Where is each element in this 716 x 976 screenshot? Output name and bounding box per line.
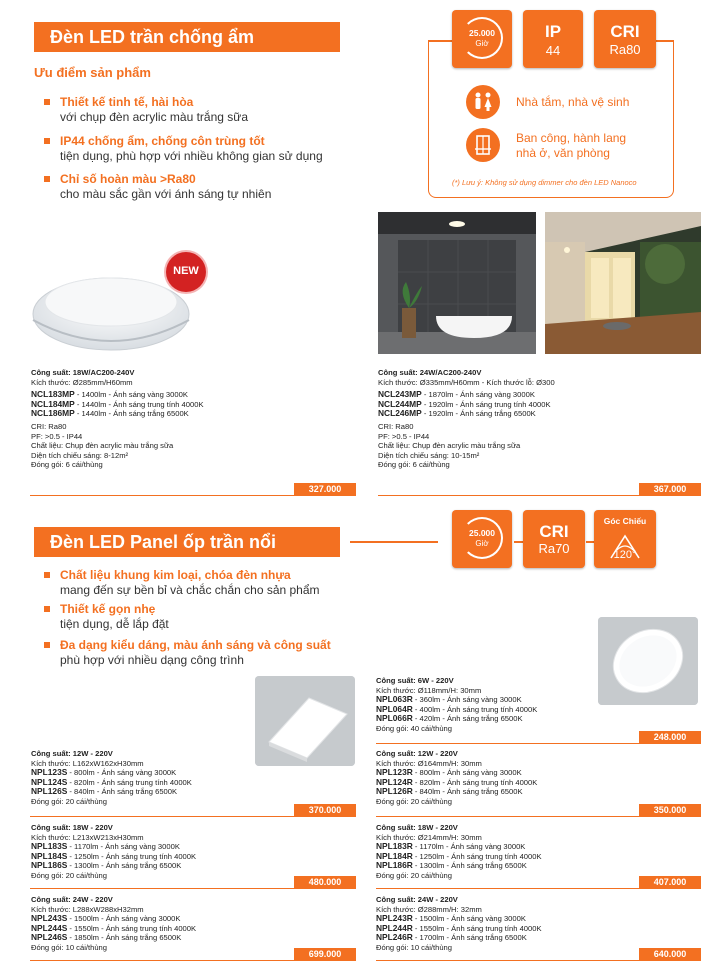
feature-desc: tiện dụng, dễ lắp đặt — [60, 617, 169, 631]
lifetime-ring — [461, 517, 503, 559]
spec-model — [31, 400, 341, 410]
feature-heading: IP44 chống ẩm, chống côn trùng tốt — [60, 134, 265, 148]
bullet-icon — [44, 176, 50, 182]
model-desc: - 1550lm - Ánh sáng trung tính 4000K — [67, 923, 197, 933]
spec-extra: Chất liệu: Chụp đèn acrylic màu trắng sữa — [378, 441, 521, 451]
model-code: NCL243MP — [378, 389, 422, 400]
model-desc: - 360lm - Ánh sáng vàng 3000K — [412, 695, 522, 705]
product-spec-npl12s — [31, 749, 331, 807]
feature-heading: Thiết kế tinh tế, hài hòa — [60, 95, 194, 109]
spec-model — [376, 714, 596, 724]
feature-desc: mang đến sự bền bỉ và chắc chắn cho sản phẩm — [60, 583, 320, 597]
spec-pack: Đóng gói: 10 cái/thùng — [376, 942, 452, 952]
model-code: NPL066R — [376, 713, 413, 724]
product-spec-npl06r — [376, 676, 596, 734]
feature-item — [60, 638, 370, 668]
spec-pack: Đóng gói: 20 cái/thùng — [376, 796, 452, 806]
ip-badge — [523, 10, 583, 68]
model-desc: - 1920lm - Ánh sáng trắng 6500K — [421, 409, 536, 419]
spec-model — [31, 914, 331, 924]
feature-desc: với chụp đèn acrylic màu trắng sữa — [60, 110, 248, 124]
beam-angle-badge — [594, 510, 656, 568]
spec-model — [376, 778, 676, 788]
model-code: NPL124R — [376, 776, 413, 787]
price-tag: 248.000 — [639, 731, 701, 744]
model-desc: - 1700lm - Ánh sáng trắng 6500K — [412, 933, 527, 943]
spec-extra: PF: >0.5 - IP44 — [378, 431, 430, 441]
model-desc: - 1440lm - Ánh sáng trung tính 4000K — [74, 399, 204, 409]
lifetime-badge — [452, 510, 512, 568]
cri-label: CRI — [539, 522, 569, 541]
spec-model — [31, 924, 331, 934]
section1-title: Đèn LED trần chống ẩm — [34, 22, 340, 52]
ip-value: 44 — [545, 43, 561, 58]
spec-model — [31, 768, 331, 778]
lifetime-unit: Giờ — [475, 539, 489, 548]
spec-model — [378, 409, 698, 419]
spec-extra: CRI: Ra80 — [31, 421, 67, 431]
spec-size: Kích thước: Ø118mm/H: 30mm — [376, 685, 482, 695]
spec-power: Công suất: 6W - 220V — [376, 676, 454, 685]
ip-label: IP — [544, 22, 562, 41]
spec-pack: Đóng gói: 40 cái/thùng — [376, 723, 452, 733]
feature-item — [60, 568, 360, 598]
lifetime-ring — [461, 17, 503, 59]
model-code: NPL123R — [376, 767, 413, 778]
model-code: NPL126R — [376, 786, 413, 797]
cri-badge — [523, 510, 585, 568]
spec-model — [31, 861, 331, 871]
spec-model — [376, 842, 676, 852]
price-tag: 480.000 — [294, 876, 356, 889]
lifetime-unit: Giờ — [475, 39, 489, 48]
feature-item — [60, 172, 360, 202]
feature-heading: Chỉ số hoàn màu >Ra80 — [60, 172, 196, 186]
bullet-icon — [44, 138, 50, 144]
cri-badge — [594, 10, 656, 68]
spec-extra: PF: >0.5 - IP44 — [31, 431, 83, 441]
product-spec-npl12r — [376, 749, 676, 807]
lifetime-value: 25.000 — [469, 528, 495, 538]
spec-model — [31, 778, 331, 788]
model-desc: - 1250lm - Ánh sáng trung tính 4000K — [412, 851, 542, 861]
model-desc: - 1500lm - Ánh sáng vàng 3000K — [67, 914, 181, 924]
spec-model — [31, 409, 341, 419]
info-box-top-right — [656, 40, 674, 42]
spec-model — [376, 787, 676, 797]
product-spec-npl24s — [31, 895, 331, 953]
model-desc: - 420lm - Ánh sáng trắng 6500K — [412, 714, 523, 724]
spec-power: Công suất: 18W - 220V — [31, 823, 113, 832]
model-desc: - 1170lm - Ánh sáng vàng 3000K — [412, 842, 526, 852]
model-code: NPL123S — [31, 767, 68, 778]
spec-extra: CRI: Ra80 — [378, 421, 414, 431]
spec-power: Công suất: 12W - 220V — [31, 749, 113, 758]
model-code: NPL244S — [31, 922, 68, 933]
model-code: NPL184R — [376, 850, 413, 861]
product-spec-ncl24 — [378, 368, 698, 470]
spec-pack: Đóng gói: 20 cái/thùng — [31, 870, 107, 880]
model-code: NPL244R — [376, 922, 413, 933]
bullet-icon — [44, 99, 50, 105]
model-desc: - 1300lm - Ánh sáng trắng 6500K — [67, 861, 182, 871]
product-spec-ncl18 — [31, 368, 341, 470]
model-desc: - 1550lm - Ánh sáng trung tính 4000K — [412, 923, 542, 933]
spec-model — [376, 924, 676, 934]
spec-power: Công suất: 12W - 220V — [376, 749, 458, 758]
feature-desc: tiện dụng, phù hợp với nhiều không gian sử dụng — [60, 149, 323, 163]
spec-power: Công suất: 18W/AC200-240V — [31, 368, 135, 377]
cri-label: CRI — [610, 22, 640, 41]
price-tag: 640.000 — [639, 948, 701, 961]
model-code: NCL184MP — [31, 398, 75, 409]
angle-label: Góc Chiếu — [603, 516, 647, 526]
spec-extra: Diện tích chiếu sáng: 10-15m² — [378, 450, 480, 460]
spec-model — [31, 852, 331, 862]
balcony-icon — [466, 128, 500, 162]
feature-desc: phù hợp với nhiều dạng công trình — [60, 653, 244, 667]
title-divider — [350, 541, 438, 543]
model-code: NCL244MP — [378, 398, 422, 409]
model-code: NPL184S — [31, 850, 68, 861]
bathroom-icon — [466, 85, 500, 119]
feature-heading: Đa dạng kiểu dáng, màu ánh sáng và công suất — [60, 638, 331, 652]
feature-heading: Thiết kế gọn nhẹ — [60, 602, 156, 616]
spec-size: Kích thước: Ø285mm/H60mm — [31, 377, 133, 387]
model-code: NPL246R — [376, 932, 413, 943]
application-balcony: Ban công, hành lang nhà ở, văn phòng — [516, 131, 627, 160]
model-desc: - 1500lm - Ánh sáng vàng 3000K — [412, 914, 526, 924]
model-code: NCL183MP — [31, 389, 75, 400]
model-desc: - 400lm - Ánh sáng trung tính 4000K — [412, 704, 538, 714]
spec-model — [376, 914, 676, 924]
spec-model — [378, 390, 698, 400]
section2-title: Đèn LED Panel ốp trần nổi — [34, 527, 340, 557]
model-code: NPL063R — [376, 694, 413, 705]
spec-power: Công suất: 24W - 220V — [31, 895, 113, 904]
section1-subheading: Ưu điểm sản phẩm — [34, 65, 151, 80]
dimmer-note: (*) Lưu ý: Không sử dụng dimmer cho đèn LED Nanoco — [452, 178, 637, 187]
spec-size: Kích thước: L288xW288xH32mm — [31, 904, 144, 914]
spec-pack: Đóng gói: 20 cái/thùng — [31, 796, 107, 806]
model-code: NCL246MP — [378, 408, 422, 419]
model-desc: - 820lm - Ánh sáng trung tính 4000K — [67, 777, 192, 787]
spec-power: Công suất: 24W - 220V — [376, 895, 458, 904]
model-desc: - 800lm - Ánh sáng vàng 3000K — [67, 768, 177, 778]
feature-desc: cho màu sắc gần với ánh sáng tự nhiên — [60, 187, 272, 201]
model-code: NPL183S — [31, 841, 68, 852]
bullet-icon — [44, 606, 50, 612]
info-box-top-left — [428, 40, 452, 42]
model-desc: - 1850lm - Ánh sáng trắng 6500K — [67, 933, 182, 943]
product-spec-npl18s — [31, 823, 331, 881]
model-desc: - 840lm - Ánh sáng trắng 6500K — [412, 787, 523, 797]
cri-value: Ra80 — [609, 42, 641, 57]
price-tag: 370.000 — [294, 804, 356, 817]
model-code: NPL243S — [31, 913, 68, 924]
model-desc: - 820lm - Ánh sáng trung tính 4000K — [412, 777, 538, 787]
model-code: NCL186MP — [31, 408, 75, 419]
model-code: NPL186S — [31, 860, 68, 871]
feature-item — [60, 134, 380, 164]
spec-extra: Diện tích chiếu sáng: 8-12m² — [31, 450, 129, 460]
model-code: NPL126S — [31, 786, 68, 797]
model-code: NPL124S — [31, 776, 68, 787]
feature-item — [60, 602, 360, 632]
angle-value: 120° — [613, 549, 637, 561]
title-divider — [586, 541, 594, 543]
spec-model — [31, 842, 331, 852]
price-tag: 367.000 — [639, 483, 701, 496]
product-spec-npl24r — [376, 895, 676, 953]
spec-model — [31, 787, 331, 797]
model-desc: - 840lm - Ánh sáng trắng 6500K — [67, 787, 178, 797]
spec-size: Kích thước: Ø288mm/H: 32mm — [376, 904, 482, 914]
spec-extra: Đóng gói: 6 cái/thùng — [378, 460, 450, 470]
spec-size: Kích thước: Ø214mm/H: 30mm — [376, 832, 482, 842]
spec-extra: Đóng gói: 6 cái/thùng — [31, 460, 103, 470]
model-code: NPL064R — [376, 703, 413, 714]
model-code: NPL186R — [376, 860, 413, 871]
product-spec-npl18r — [376, 823, 676, 881]
model-code: NPL183R — [376, 841, 413, 852]
feature-heading: Chất liệu khung kim loại, chóa đèn nhựa — [60, 568, 291, 582]
spec-model — [378, 400, 698, 410]
round-panel-image — [598, 617, 698, 705]
spec-model — [31, 933, 331, 943]
spec-extra: Chất liệu: Chụp đèn acrylic màu trắng sữa — [31, 441, 174, 451]
spec-model — [376, 768, 676, 778]
lifetime-badge — [452, 10, 512, 68]
model-desc: - 1400lm - Ánh sáng vàng 3000K — [74, 390, 188, 400]
bullet-icon — [44, 572, 50, 578]
price-tag: 699.000 — [294, 948, 356, 961]
bathroom-photo — [378, 212, 536, 354]
lifetime-value: 25.000 — [469, 28, 495, 38]
spec-size: Kích thước: L162xW162xH30mm — [31, 758, 144, 768]
model-desc: - 1300lm - Ánh sáng trắng 6500K — [412, 861, 527, 871]
spec-pack: Đóng gói: 10 cái/thùng — [31, 942, 107, 952]
spec-power: Công suất: 24W/AC200-240V — [378, 368, 482, 377]
bullet-icon — [44, 642, 50, 648]
model-code: NPL246S — [31, 932, 68, 943]
spec-pack: Đóng gói: 20 cái/thùng — [376, 870, 452, 880]
model-desc: - 1440lm - Ánh sáng trắng 6500K — [74, 409, 189, 419]
model-desc: - 1250lm - Ánh sáng trung tính 4000K — [67, 851, 197, 861]
balcony-photo — [545, 212, 701, 354]
spec-size: Kích thước: Ø335mm/H60mm - Kích thước lỗ: Ø300 — [378, 377, 555, 387]
application-bathroom: Nhà tắm, nhà vệ sinh — [516, 95, 630, 109]
price-tag: 327.000 — [294, 483, 356, 496]
spec-model — [376, 933, 676, 943]
spec-model — [31, 390, 341, 400]
new-label: NEW — [173, 265, 199, 277]
feature-item — [60, 95, 360, 125]
cri-value: Ra70 — [538, 541, 570, 556]
model-desc: - 1170lm - Ánh sáng vàng 3000K — [67, 842, 180, 852]
spec-size: Kích thước: Ø164mm/H: 30mm — [376, 758, 482, 768]
price-tag: 350.000 — [639, 804, 701, 817]
spec-power: Công suất: 18W - 220V — [376, 823, 458, 832]
model-desc: - 1920lm - Ánh sáng trung tính 4000K — [421, 399, 551, 409]
spec-model — [376, 852, 676, 862]
model-desc: - 800lm - Ánh sáng vàng 3000K — [412, 768, 522, 778]
model-code: NPL243R — [376, 913, 413, 924]
model-desc: - 1870lm - Ánh sáng vàng 3000K — [421, 390, 535, 400]
price-tag: 407.000 — [639, 876, 701, 889]
spec-model — [376, 861, 676, 871]
spec-size: Kích thước: L213xW213xH30mm — [31, 832, 144, 842]
